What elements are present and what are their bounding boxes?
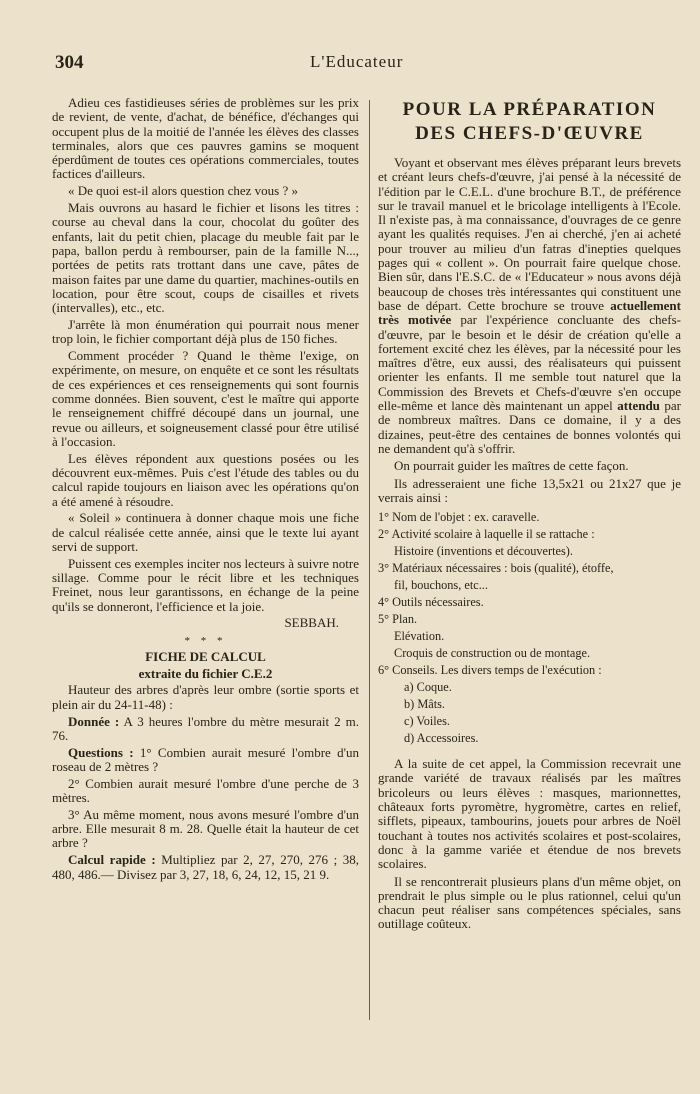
author-signature: SEBBAH. <box>284 615 339 631</box>
calcul-label: Calcul rapide : <box>68 852 156 868</box>
paragraph: A la suite de cet appel, la Commission recevrait une grande variété de travaux réalisés par les maîtres bricoleurs ou leurs élèves : masques, marionnettes, châteaux forts pyromètre, hygromètre, cartes en relief, sifflets, pipeaux, tambourins, jouets pour arbres de Noël touchant à toutes nos activités scolaires et post-scolaires, donc à la gamme variée et étendue de nos brevets scolaires. <box>378 756 681 872</box>
list-item: 2° Activité scolaire à laquelle il se rattache : <box>378 527 595 542</box>
fiche-title: FICHE DE CALCUL <box>145 649 266 665</box>
donnee-text: A 3 heures l'ombre du mètre mesurait 2 m. 76. <box>52 713 360 743</box>
article-title-line-2: DES CHEFS-D'ŒUVRE <box>415 123 644 144</box>
fiche-question-2: 2° Combien aurait mesuré l'ombre d'une perche de 3 mètres. <box>52 775 359 806</box>
text-run: par l'expérience concluante des chefs-d'œuvre, par le besoin et le désir de création qu'elle a fortement excité chez les élèves, par la nécessité pour les maîtres d'être, eux aussi, des réalisateurs qui puissent orienter les enfants. Il me semble tout naturel que la Commission des Brevets et Chefs-d'œuvre s'en occupe elle-même et lance dès maintenant un appel <box>378 312 681 414</box>
paragraph: Les élèves répondent aux questions posées ou les découvrent eux-mêmes. Puis c'est l'étude des tables ou du calcul rapide toujours en liaison avec les opérations qu'on a été amené à résoudre. <box>52 450 359 509</box>
fiche-outline-list <box>378 510 681 745</box>
paragraph: Ils adresseraient une fiche 13,5x21 ou 21x27 que je verrais ainsi : <box>378 475 681 505</box>
paragraph <box>378 156 681 456</box>
calcul-text: Multipliez par 2, 27, 270, 276 ; 38, 480, 486.— Divisez par 3, 27, 18, 6, 24, 12, 15, 21 9. <box>52 852 359 882</box>
list-item: d) Accessoires. <box>404 731 479 746</box>
paragraph: J'arrête là mon énumération qui pourrait nous mener trop loin, le fichier comportant déjà plus de 150 fiches. <box>52 316 359 347</box>
paragraph: « De quoi est-il alors question chez vous ? » <box>68 183 298 199</box>
list-item: 1° Nom de l'objet : ex. caravelle. <box>378 510 540 525</box>
fiche-donnee <box>52 715 359 744</box>
paragraph: Comment procéder ? Quand le thème l'exige, on expérimente, on mesure, on enquête et ce sont les résultats de ces expériences et ces renseignements qui sont fournis comme données. Bien souvent, c'est le maître qui apporte le renseignement chiffré découpé dans un journal, une revue ou ailleurs, et soigneusement classé pour être utilisé à l'occasion. <box>52 348 359 449</box>
left-column <box>52 96 359 884</box>
text-run: par de nombreux maîtres. Dans ce domaine, il y a des dizaines, peut-être des centaines de bonnes volontés qui ne demandent qu'à s'offrir. <box>378 398 681 456</box>
list-item: Elévation. <box>394 629 445 644</box>
right-column <box>378 96 681 935</box>
list-item: 3° Matériaux nécessaires : bois (qualité), étoffe, <box>378 561 614 576</box>
question-1-text: 1° Combien aurait mesuré l'ombre d'un roseau de 2 mètres ? <box>52 744 359 774</box>
list-item: Croquis de construction ou de montage. <box>394 646 591 661</box>
fiche-question-1 <box>52 746 359 775</box>
page-header <box>0 52 700 78</box>
paragraph: Puissent ces exemples inciter nos lecteurs à suivre notre sillage. Comme pour le récit libre et les techniques Freinet, nous leur garantissons, en échange de la peine qu'ils se donneront, l'efficience et la joie. <box>52 555 359 614</box>
article-title-line-1: POUR LA PRÉPARATION <box>402 99 657 120</box>
questions-label: Questions : <box>68 744 134 760</box>
emphasis-text: actuellement très motivée <box>378 297 681 328</box>
list-item: 6° Conseils. Les divers temps de l'exécution : <box>378 663 602 678</box>
emphasis-text: attendu <box>617 398 660 414</box>
list-item: fil, bouchons, etc... <box>394 578 488 593</box>
list-item: Histoire (inventions et découvertes). <box>394 544 573 559</box>
text-run: Voyant et observant mes élèves préparant leurs brevets et créant leurs chefs-d'œuvre, j'ai pensé à la nécessité de l'édition par le C.E.L. d'une brochure B.T., de préférence sur le travail manuel et le bricolage intelligents à l'Ecole. Il n'existe pas, à ma connaissance, d'ouvrages de ce genre ayant les qualités requises. J'en ai cherché, j'en ai acheté pour trouver au milieu d'un fatras d'inepties quelques pages qui « collent ». On pourrait faire quelque chose. Bien sûr, dans l'E.S.C. de « l'Educateur » nous avons déjà beaucoup de choses très intéressantes qui constituent une base de départ. Cette brochure se trouve <box>378 155 681 313</box>
fiche-intro: Hauteur des arbres d'après leur ombre (sortie sports et plein air du 24-11-48) : <box>52 682 359 712</box>
column-divider <box>369 100 370 1020</box>
fiche-question-3: 3° Au même moment, nous avons mesuré l'ombre d'un arbre. Elle mesurait 8 m. 28. Quelle était la hauteur de cet arbre ? <box>52 806 359 851</box>
list-item: 5° Plan. <box>378 612 418 627</box>
list-item: b) Mâts. <box>404 697 445 712</box>
paragraph: On pourrait guider les maîtres de cette façon. <box>394 458 629 474</box>
list-item: 4° Outils nécessaires. <box>378 595 484 610</box>
running-title: L'Educateur <box>310 52 404 71</box>
paragraph: Mais ouvrons au hasard le fichier et lisons les titres : course au cheval dans la cour, chocolat du goûter des enfants, lait du petit chien, placage du meuble fait par le papa, ballon perdu à rembourser, pain de la famille N..., portées de petits rats trottant dans une cave, pâtes de maison faites par une dame du quartier, machines-outils en location, pour être scout, coups de cisailles et rivets (intervalles), etc., etc. <box>52 200 359 316</box>
donnee-label: Donnée : <box>68 713 120 729</box>
section-separator: * * * <box>184 634 227 647</box>
paragraph: Il se rencontrerait plusieurs plans d'un même objet, on prendrait le plus simple ou le plus rationnel, celui qu'un chacun peut réaliser sans compétences spéciales, sans outillage coûteux. <box>378 873 681 932</box>
list-item: c) Voiles. <box>404 714 450 729</box>
fiche-subtitle: extraite du fichier C.E.2 <box>138 665 273 681</box>
article-title <box>378 98 681 146</box>
page-number: 304 <box>55 52 84 73</box>
fiche-calcul <box>52 853 359 882</box>
paragraph: Adieu ces fastidieuses séries de problèmes sur les prix de revient, de vente, d'achat, de bénéfice, d'échanges qui occupent plus de la moitié de l'année les élèves des classes terminales, alors que ces pauvres gamins se moquent éperdûment de toutes ces opérations commerciales, toutes factices d'ailleurs. <box>52 95 359 182</box>
list-item: a) Coque. <box>404 680 452 695</box>
paragraph: « Soleil » continuera à donner chaque mois une fiche de calcul réalisée cette année, ainsi que le texte lui ayant servi de support. <box>52 510 359 554</box>
